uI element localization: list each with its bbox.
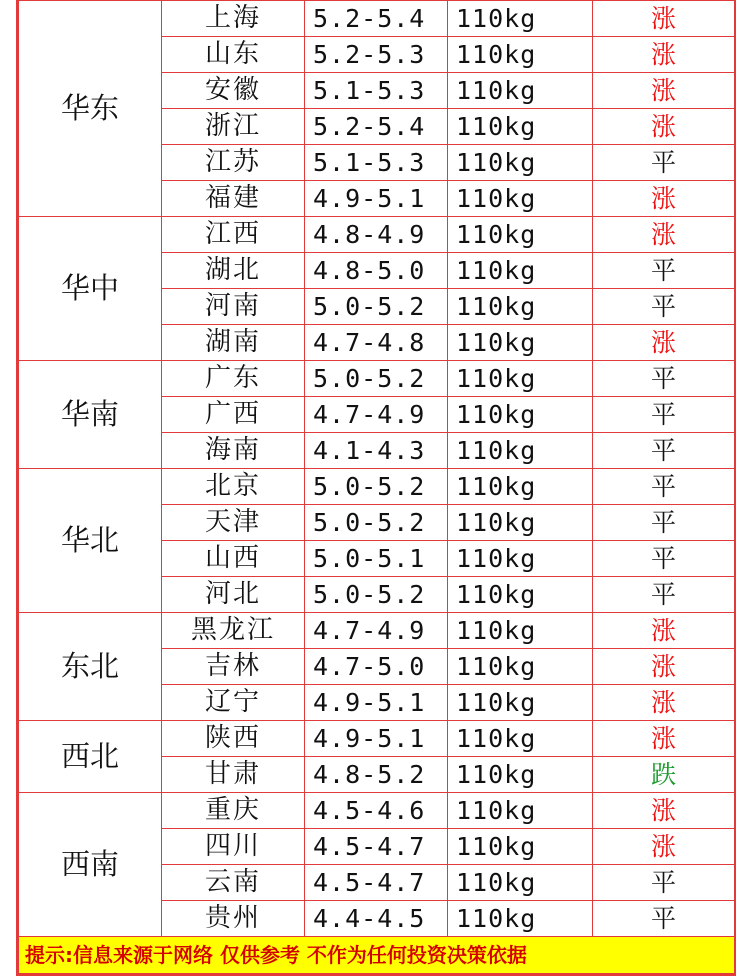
hog-price-table — [18, 0, 735, 974]
province-cell: 湖北 — [162, 253, 305, 289]
weight-cell: 110kg — [448, 145, 593, 181]
price-cell: 5.0-5.2 — [305, 505, 448, 541]
trend-cell: 平 — [593, 253, 735, 289]
region-cell: 华中 — [19, 217, 162, 361]
price-cell: 4.8-5.0 — [305, 253, 448, 289]
price-cell: 5.0-5.2 — [305, 577, 448, 613]
province-cell: 江苏 — [162, 145, 305, 181]
weight-cell: 110kg — [448, 613, 593, 649]
price-cell: 5.0-5.2 — [305, 361, 448, 397]
weight-cell: 110kg — [448, 109, 593, 145]
weight-cell: 110kg — [448, 865, 593, 901]
trend-cell: 涨 — [593, 181, 735, 217]
price-cell: 5.1-5.3 — [305, 73, 448, 109]
region-cell: 华南 — [19, 361, 162, 469]
trend-cell: 平 — [593, 361, 735, 397]
price-cell: 4.5-4.7 — [305, 829, 448, 865]
region-cell: 东北 — [19, 613, 162, 721]
price-cell: 5.2-5.4 — [305, 109, 448, 145]
trend-cell: 平 — [593, 865, 735, 901]
trend-cell: 平 — [593, 469, 735, 505]
price-cell: 4.7-4.9 — [305, 397, 448, 433]
trend-cell: 平 — [593, 901, 735, 937]
province-cell: 河北 — [162, 577, 305, 613]
price-cell: 4.9-5.1 — [305, 181, 448, 217]
province-cell: 广东 — [162, 361, 305, 397]
province-cell: 黑龙江 — [162, 613, 305, 649]
price-cell: 4.8-5.2 — [305, 757, 448, 793]
table-row — [19, 1, 735, 37]
province-cell: 重庆 — [162, 793, 305, 829]
province-cell: 陕西 — [162, 721, 305, 757]
price-cell: 5.0-5.2 — [305, 469, 448, 505]
region-cell: 华东 — [19, 1, 162, 217]
price-cell: 4.8-4.9 — [305, 217, 448, 253]
footer-note: 提示:信息来源于网络 仅供参考 不作为任何投资决策依据 — [19, 937, 735, 974]
trend-cell: 涨 — [593, 721, 735, 757]
price-cell: 4.7-4.9 — [305, 613, 448, 649]
province-cell: 海南 — [162, 433, 305, 469]
weight-cell: 110kg — [448, 469, 593, 505]
trend-cell: 平 — [593, 289, 735, 325]
province-cell: 江西 — [162, 217, 305, 253]
province-cell: 浙江 — [162, 109, 305, 145]
trend-cell: 涨 — [593, 109, 735, 145]
province-cell: 天津 — [162, 505, 305, 541]
weight-cell: 110kg — [448, 901, 593, 937]
weight-cell: 110kg — [448, 829, 593, 865]
trend-cell: 平 — [593, 505, 735, 541]
province-cell: 贵州 — [162, 901, 305, 937]
trend-cell: 平 — [593, 433, 735, 469]
table-body — [19, 1, 735, 937]
province-cell: 云南 — [162, 865, 305, 901]
weight-cell: 110kg — [448, 289, 593, 325]
province-cell: 福建 — [162, 181, 305, 217]
weight-cell: 110kg — [448, 217, 593, 253]
trend-cell: 平 — [593, 577, 735, 613]
table-row — [19, 721, 735, 757]
price-cell: 4.9-5.1 — [305, 721, 448, 757]
trend-cell: 平 — [593, 397, 735, 433]
province-cell: 吉林 — [162, 649, 305, 685]
weight-cell: 110kg — [448, 793, 593, 829]
price-cell: 5.0-5.2 — [305, 289, 448, 325]
weight-cell: 110kg — [448, 325, 593, 361]
region-cell: 西南 — [19, 793, 162, 937]
trend-cell: 涨 — [593, 1, 735, 37]
trend-cell: 涨 — [593, 613, 735, 649]
weight-cell: 110kg — [448, 541, 593, 577]
weight-cell: 110kg — [448, 361, 593, 397]
trend-cell: 涨 — [593, 685, 735, 721]
price-cell: 4.1-4.3 — [305, 433, 448, 469]
weight-cell: 110kg — [448, 181, 593, 217]
price-cell: 4.5-4.7 — [305, 865, 448, 901]
province-cell: 安徽 — [162, 73, 305, 109]
province-cell: 四川 — [162, 829, 305, 865]
province-cell: 湖南 — [162, 325, 305, 361]
region-cell: 华北 — [19, 469, 162, 613]
price-cell: 4.4-4.5 — [305, 901, 448, 937]
table-row — [19, 361, 735, 397]
province-cell: 山东 — [162, 37, 305, 73]
weight-cell: 110kg — [448, 505, 593, 541]
price-cell: 5.0-5.1 — [305, 541, 448, 577]
price-cell: 5.2-5.3 — [305, 37, 448, 73]
footer-row — [19, 937, 735, 974]
province-cell: 北京 — [162, 469, 305, 505]
table-row — [19, 217, 735, 253]
region-cell: 西北 — [19, 721, 162, 793]
weight-cell: 110kg — [448, 397, 593, 433]
price-cell: 5.1-5.3 — [305, 145, 448, 181]
province-cell: 甘肃 — [162, 757, 305, 793]
province-cell: 河南 — [162, 289, 305, 325]
weight-cell: 110kg — [448, 721, 593, 757]
weight-cell: 110kg — [448, 757, 593, 793]
table-row — [19, 793, 735, 829]
trend-cell: 涨 — [593, 649, 735, 685]
price-cell: 4.7-5.0 — [305, 649, 448, 685]
trend-cell: 平 — [593, 145, 735, 181]
province-cell: 山西 — [162, 541, 305, 577]
weight-cell: 110kg — [448, 649, 593, 685]
price-cell: 5.2-5.4 — [305, 1, 448, 37]
weight-cell: 110kg — [448, 253, 593, 289]
province-cell: 上海 — [162, 1, 305, 37]
trend-cell: 跌 — [593, 757, 735, 793]
weight-cell: 110kg — [448, 577, 593, 613]
price-cell: 4.9-5.1 — [305, 685, 448, 721]
trend-cell: 涨 — [593, 829, 735, 865]
weight-cell: 110kg — [448, 1, 593, 37]
province-cell: 广西 — [162, 397, 305, 433]
weight-cell: 110kg — [448, 37, 593, 73]
price-table-sheet — [16, 0, 736, 976]
trend-cell: 涨 — [593, 325, 735, 361]
price-cell: 4.5-4.6 — [305, 793, 448, 829]
weight-cell: 110kg — [448, 433, 593, 469]
trend-cell: 涨 — [593, 793, 735, 829]
trend-cell: 涨 — [593, 37, 735, 73]
price-cell: 4.7-4.8 — [305, 325, 448, 361]
table-row — [19, 613, 735, 649]
trend-cell: 涨 — [593, 73, 735, 109]
province-cell: 辽宁 — [162, 685, 305, 721]
weight-cell: 110kg — [448, 685, 593, 721]
trend-cell: 涨 — [593, 217, 735, 253]
weight-cell: 110kg — [448, 73, 593, 109]
table-row — [19, 469, 735, 505]
trend-cell: 平 — [593, 541, 735, 577]
